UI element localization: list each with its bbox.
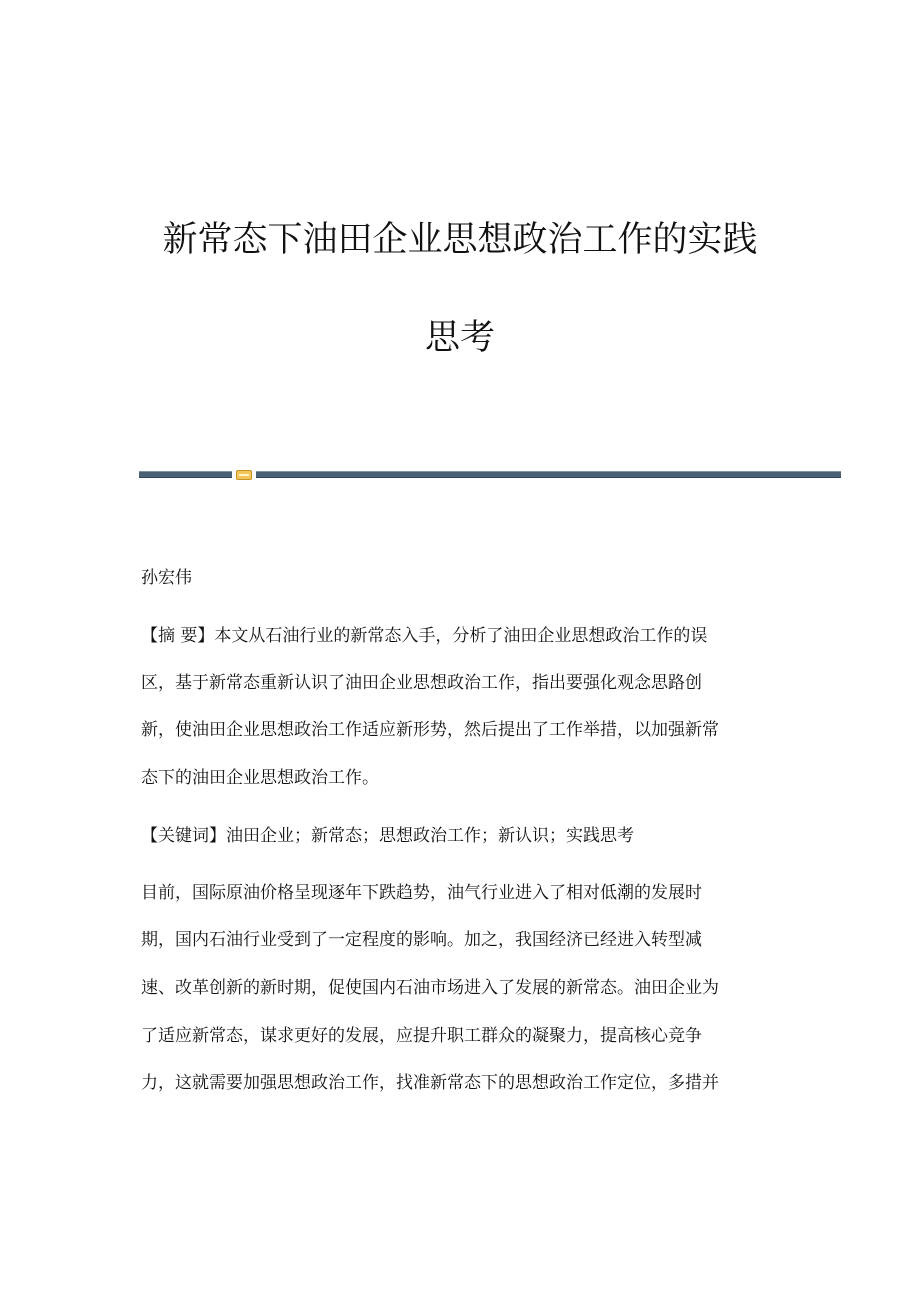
title-divider (139, 470, 841, 480)
body-line-4: 了适应新常态，谋求更好的发展，应提升职工群众的凝聚力，提高核心竞争 (141, 1026, 702, 1046)
divider-ornament-icon (236, 470, 252, 480)
abstract-line-2: 区，基于新常态重新认识了油田企业思想政治工作，指出要强化观念思路创 (141, 673, 702, 693)
abstract-line-3: 新，使油田企业思想政治工作适应新形势，然后提出了工作举措，以加强新常 (141, 720, 719, 740)
abstract-line-1: 【摘 要】本文从石油行业的新常态入手，分析了油田企业思想政治工作的误 (141, 626, 708, 646)
divider-bar-left (139, 471, 232, 478)
title-line-2: 思考 (424, 318, 495, 358)
author-name: 孙宏伟 (141, 568, 192, 588)
divider-bar-right (256, 471, 841, 478)
body-line-1: 目前，国际原油价格呈现逐年下跌趋势，油气行业进入了相对低潮的发展时 (141, 883, 702, 903)
abstract-line-4: 态下的油田企业思想政治工作。 (141, 768, 379, 788)
keywords-line: 【关键词】油田企业；新常态；思想政治工作；新认识；实践思考 (141, 826, 634, 846)
body-line-3: 速、改革创新的新时期，促使国内石油市场进入了发展的新常态。油田企业为 (141, 978, 719, 998)
title-line-1: 新常态下油田企业思想政治工作的实践 (162, 220, 758, 260)
body-line-5: 力，这就需要加强思想政治工作，找准新常态下的思想政治工作定位，多措并 (141, 1073, 719, 1093)
body-line-2: 期，国内石油行业受到了一定程度的影响。加之，我国经济已经进入转型减 (141, 930, 702, 950)
